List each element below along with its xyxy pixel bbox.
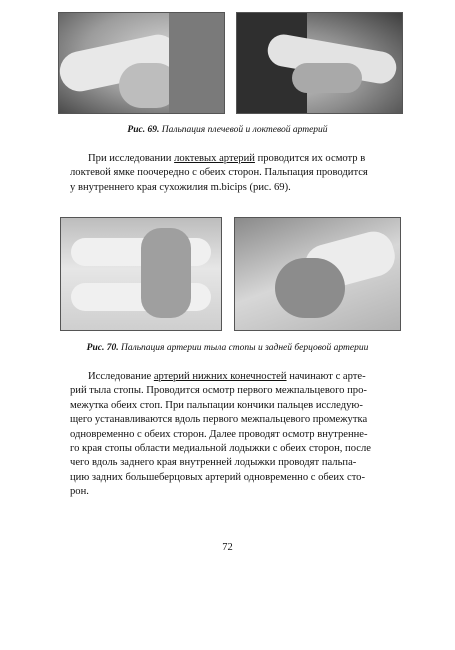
paragraph-line: го края стопы области медиальной лодыжки с обеих сторон, после [70,443,371,455]
page-number: 72 [222,542,233,553]
paragraph-line: локтевой ямке поочередно с обеих сторон. Пальпация проводится [70,167,368,179]
figure-69-text: Пальпация плечевой и локтевой артерий [161,125,328,135]
term-lower-limb-arteries: артерий нижних конечностей [153,371,287,382]
paragraph-line: цию задних большеберцовых артерий одновременно с обеих сто- [70,471,366,483]
paragraph-line: чего вдоль заднего края внутренней лодыжки проводят пальпа- [70,457,357,469]
paragraph-ulnar-arteries [70,152,390,195]
paragraph-line: рий тыла стопы. Проводится осмотр первого межпальцевого про- [70,385,367,397]
photo-posterior-tibial-artery-palpation [234,217,401,331]
paragraph-line: При исследовании локтевых артерий проводится их осмотр в [88,153,366,164]
photo-ulnar-artery-palpation [236,12,403,114]
paragraph-line: межутка обеих стоп. При пальпации кончики пальцев исследую- [70,399,363,411]
hand-shape [275,258,345,318]
hand-shape [292,63,362,93]
photo-brachial-artery-palpation [58,12,225,114]
term-ulnar-arteries: локтевых артерий [174,153,255,164]
paragraph-lower-limb-arteries [70,370,390,500]
paragraph-line: одновременно с обеих сторон. Далее проводят осмотр внутренне- [70,428,368,440]
torso-shape [169,13,224,113]
figure-70-text: Пальпация артерии тыла стопы и задней берцовой артерии [120,343,369,353]
photo-dorsal-foot-artery-palpation [60,217,222,331]
paragraph-line: щего устанавливаются вдоль первого межпальцевого промежутка [70,414,368,426]
figure-69-label: Рис. 69. [127,125,160,135]
paragraph-line: у внутреннего края сухожилия m.bicips (рис. 69). [70,181,291,193]
hands-shape [141,228,191,318]
paragraph-line: Исследование артерий нижних конечностей начинают с арте- [88,371,366,382]
figure-70-caption [0,343,455,353]
figure-70-label: Рис. 70. [86,343,119,353]
paragraph-line: рон. [70,486,89,498]
figure-69-caption [0,125,455,135]
